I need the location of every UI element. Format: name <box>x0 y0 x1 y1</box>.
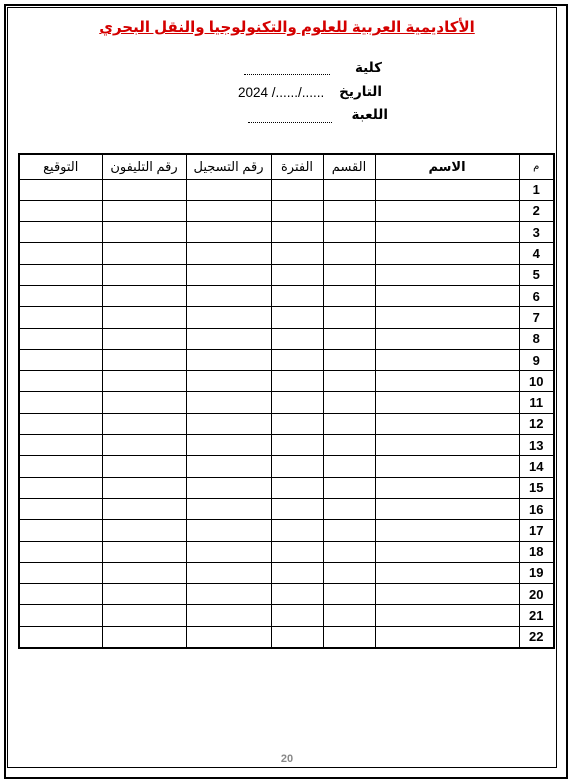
row-number: 14 <box>519 456 554 477</box>
row-number: 5 <box>519 264 554 285</box>
row-number: 21 <box>519 605 554 626</box>
cell-phone-number[interactable] <box>102 179 186 200</box>
cell-name[interactable] <box>375 520 519 541</box>
row-number: 9 <box>519 349 554 370</box>
cell-phone-number[interactable] <box>102 584 186 605</box>
table-row <box>19 328 554 349</box>
table-row <box>19 371 554 392</box>
header-col-department: القسم <box>323 154 375 179</box>
cell-name[interactable] <box>375 562 519 583</box>
class-blank <box>248 121 332 123</box>
cell-phone-number[interactable] <box>102 392 186 413</box>
cell-registration-number[interactable] <box>186 264 271 285</box>
table-row <box>19 584 554 605</box>
cell-name[interactable] <box>375 349 519 370</box>
table-row <box>19 626 554 647</box>
header-col-registration-number: رقم التسجيل <box>186 154 271 179</box>
cell-registration-number[interactable] <box>186 371 271 392</box>
header-col-phone-number: رقم التليفون <box>102 154 186 179</box>
cell-phone-number[interactable] <box>102 562 186 583</box>
cell-name[interactable] <box>375 222 519 243</box>
table-row <box>19 520 554 541</box>
college-blank <box>244 73 330 75</box>
cell-phone-number[interactable] <box>102 626 186 647</box>
cell-name[interactable] <box>375 200 519 221</box>
cell-period[interactable] <box>271 328 323 349</box>
cell-period[interactable] <box>271 456 323 477</box>
cell-department[interactable] <box>323 520 375 541</box>
table-body <box>19 179 554 648</box>
cell-registration-number[interactable] <box>186 435 271 456</box>
cell-registration-number[interactable] <box>186 200 271 221</box>
row-number: 20 <box>519 584 554 605</box>
cell-phone-number[interactable] <box>102 285 186 306</box>
cell-registration-number[interactable] <box>186 307 271 328</box>
cell-phone-number[interactable] <box>102 307 186 328</box>
table-row <box>19 285 554 306</box>
cell-name[interactable] <box>375 626 519 647</box>
cell-name[interactable] <box>375 498 519 519</box>
cell-period[interactable] <box>271 179 323 200</box>
table-row <box>19 413 554 434</box>
class-row <box>351 107 388 123</box>
row-number: 7 <box>519 307 554 328</box>
cell-phone-number[interactable] <box>102 520 186 541</box>
cell-department[interactable] <box>323 371 375 392</box>
cell-department[interactable] <box>323 243 375 264</box>
cell-department[interactable] <box>323 435 375 456</box>
college-row <box>355 60 382 76</box>
cell-department[interactable] <box>323 413 375 434</box>
cell-department[interactable] <box>323 307 375 328</box>
cell-registration-number[interactable] <box>186 498 271 519</box>
cell-phone-number[interactable] <box>102 328 186 349</box>
cell-period[interactable] <box>271 349 323 370</box>
cell-period[interactable] <box>271 392 323 413</box>
table-row <box>19 477 554 498</box>
cell-signature[interactable] <box>19 413 102 434</box>
cell-signature[interactable] <box>19 456 102 477</box>
cell-phone-number[interactable] <box>102 456 186 477</box>
cell-signature[interactable] <box>19 520 102 541</box>
table-row <box>19 456 554 477</box>
cell-registration-number[interactable] <box>186 541 271 562</box>
row-number: 19 <box>519 562 554 583</box>
cell-period[interactable] <box>271 498 323 519</box>
row-number: 3 <box>519 222 554 243</box>
cell-department[interactable] <box>323 477 375 498</box>
table-row <box>19 498 554 519</box>
row-number: 15 <box>519 477 554 498</box>
cell-signature[interactable] <box>19 477 102 498</box>
row-number: 18 <box>519 541 554 562</box>
cell-registration-number[interactable] <box>186 520 271 541</box>
cell-name[interactable] <box>375 179 519 200</box>
table-row <box>19 605 554 626</box>
cell-signature[interactable] <box>19 605 102 626</box>
cell-signature[interactable] <box>19 179 102 200</box>
cell-period[interactable] <box>271 562 323 583</box>
cell-department[interactable] <box>323 392 375 413</box>
date-label: التاريخ <box>339 84 382 99</box>
cell-department[interactable] <box>323 562 375 583</box>
cell-period[interactable] <box>271 626 323 647</box>
cell-period[interactable] <box>271 243 323 264</box>
cell-name[interactable] <box>375 243 519 264</box>
cell-signature[interactable] <box>19 222 102 243</box>
page-title: الأكاديمية العربية للعلوم والتكنولوجيا والنقل البحري <box>99 19 475 36</box>
cell-period[interactable] <box>271 307 323 328</box>
cell-phone-number[interactable] <box>102 413 186 434</box>
cell-phone-number[interactable] <box>102 264 186 285</box>
cell-signature[interactable] <box>19 243 102 264</box>
cell-phone-number[interactable] <box>102 243 186 264</box>
table-row <box>19 435 554 456</box>
cell-registration-number[interactable] <box>186 626 271 647</box>
cell-period[interactable] <box>271 264 323 285</box>
row-number: 12 <box>519 413 554 434</box>
cell-department[interactable] <box>323 222 375 243</box>
header-col-signature: التوقيع <box>19 154 102 179</box>
cell-department[interactable] <box>323 498 375 519</box>
cell-signature[interactable] <box>19 562 102 583</box>
cell-signature[interactable] <box>19 498 102 519</box>
cell-department[interactable] <box>323 285 375 306</box>
cell-department[interactable] <box>323 349 375 370</box>
row-number: 22 <box>519 626 554 647</box>
cell-period[interactable] <box>271 435 323 456</box>
cell-signature[interactable] <box>19 626 102 647</box>
cell-department[interactable] <box>323 541 375 562</box>
cell-signature[interactable] <box>19 392 102 413</box>
header-col-name: الاسم <box>375 154 519 179</box>
cell-signature[interactable] <box>19 435 102 456</box>
date-value: 2024 /....../...... <box>238 85 325 100</box>
row-number: 16 <box>519 498 554 519</box>
cell-period[interactable] <box>271 285 323 306</box>
header-col-period: الفترة <box>271 154 323 179</box>
cell-period[interactable] <box>271 371 323 392</box>
cell-signature[interactable] <box>19 371 102 392</box>
cell-signature[interactable] <box>19 541 102 562</box>
cell-department[interactable] <box>323 264 375 285</box>
cell-name[interactable] <box>375 371 519 392</box>
cell-name[interactable] <box>375 264 519 285</box>
row-number: 13 <box>519 435 554 456</box>
cell-phone-number[interactable] <box>102 349 186 370</box>
cell-registration-number[interactable] <box>186 562 271 583</box>
table-row <box>19 222 554 243</box>
cell-phone-number[interactable] <box>102 541 186 562</box>
row-number: 10 <box>519 371 554 392</box>
cell-name[interactable] <box>375 477 519 498</box>
row-number: 8 <box>519 328 554 349</box>
cell-name[interactable] <box>375 456 519 477</box>
cell-registration-number[interactable] <box>186 222 271 243</box>
cell-period[interactable] <box>271 584 323 605</box>
table-row <box>19 200 554 221</box>
row-number: 17 <box>519 520 554 541</box>
cell-signature[interactable] <box>19 584 102 605</box>
row-number: 4 <box>519 243 554 264</box>
cell-period[interactable] <box>271 477 323 498</box>
header-col-index: م <box>519 154 554 179</box>
cell-name[interactable] <box>375 307 519 328</box>
cell-period[interactable] <box>271 520 323 541</box>
cell-phone-number[interactable] <box>102 605 186 626</box>
cell-registration-number[interactable] <box>186 584 271 605</box>
table-header-row <box>19 154 554 179</box>
cell-name[interactable] <box>375 392 519 413</box>
cell-period[interactable] <box>271 541 323 562</box>
row-number: 1 <box>519 179 554 200</box>
table-row <box>19 541 554 562</box>
cell-signature[interactable] <box>19 264 102 285</box>
row-number: 6 <box>519 285 554 306</box>
cell-period[interactable] <box>271 605 323 626</box>
date-row <box>339 84 382 100</box>
cell-period[interactable] <box>271 200 323 221</box>
table-row <box>19 243 554 264</box>
cell-name[interactable] <box>375 435 519 456</box>
cell-department[interactable] <box>323 200 375 221</box>
cell-registration-number[interactable] <box>186 328 271 349</box>
cell-phone-number[interactable] <box>102 498 186 519</box>
cell-name[interactable] <box>375 285 519 306</box>
table-row <box>19 264 554 285</box>
cell-department[interactable] <box>323 328 375 349</box>
cell-department[interactable] <box>323 456 375 477</box>
cell-registration-number[interactable] <box>186 349 271 370</box>
cell-name[interactable] <box>375 328 519 349</box>
cell-phone-number[interactable] <box>102 200 186 221</box>
attendance-table <box>18 153 555 649</box>
cell-department[interactable] <box>323 584 375 605</box>
row-number: 2 <box>519 200 554 221</box>
cell-phone-number[interactable] <box>102 435 186 456</box>
cell-registration-number[interactable] <box>186 243 271 264</box>
class-label: اللعبة <box>351 107 388 122</box>
cell-signature[interactable] <box>19 307 102 328</box>
cell-registration-number[interactable] <box>186 413 271 434</box>
cell-registration-number[interactable] <box>186 477 271 498</box>
table-row <box>19 349 554 370</box>
college-label: كلية <box>354 60 382 75</box>
cell-registration-number[interactable] <box>186 456 271 477</box>
table-row <box>19 562 554 583</box>
cell-registration-number[interactable] <box>186 285 271 306</box>
cell-registration-number[interactable] <box>186 392 271 413</box>
cell-registration-number[interactable] <box>186 605 271 626</box>
cell-phone-number[interactable] <box>102 371 186 392</box>
cell-signature[interactable] <box>19 285 102 306</box>
cell-signature[interactable] <box>19 349 102 370</box>
page-number: 20 <box>280 753 294 765</box>
cell-name[interactable] <box>375 584 519 605</box>
table-row <box>19 392 554 413</box>
cell-name[interactable] <box>375 605 519 626</box>
cell-phone-number[interactable] <box>102 477 186 498</box>
cell-name[interactable] <box>375 413 519 434</box>
cell-phone-number[interactable] <box>102 222 186 243</box>
cell-department[interactable] <box>323 179 375 200</box>
table-row <box>19 307 554 328</box>
cell-department[interactable] <box>323 626 375 647</box>
cell-signature[interactable] <box>19 200 102 221</box>
table-row <box>19 179 554 200</box>
cell-signature[interactable] <box>19 328 102 349</box>
cell-department[interactable] <box>323 605 375 626</box>
cell-period[interactable] <box>271 413 323 434</box>
cell-registration-number[interactable] <box>186 179 271 200</box>
cell-name[interactable] <box>375 541 519 562</box>
cell-period[interactable] <box>271 222 323 243</box>
row-number: 11 <box>519 392 554 413</box>
